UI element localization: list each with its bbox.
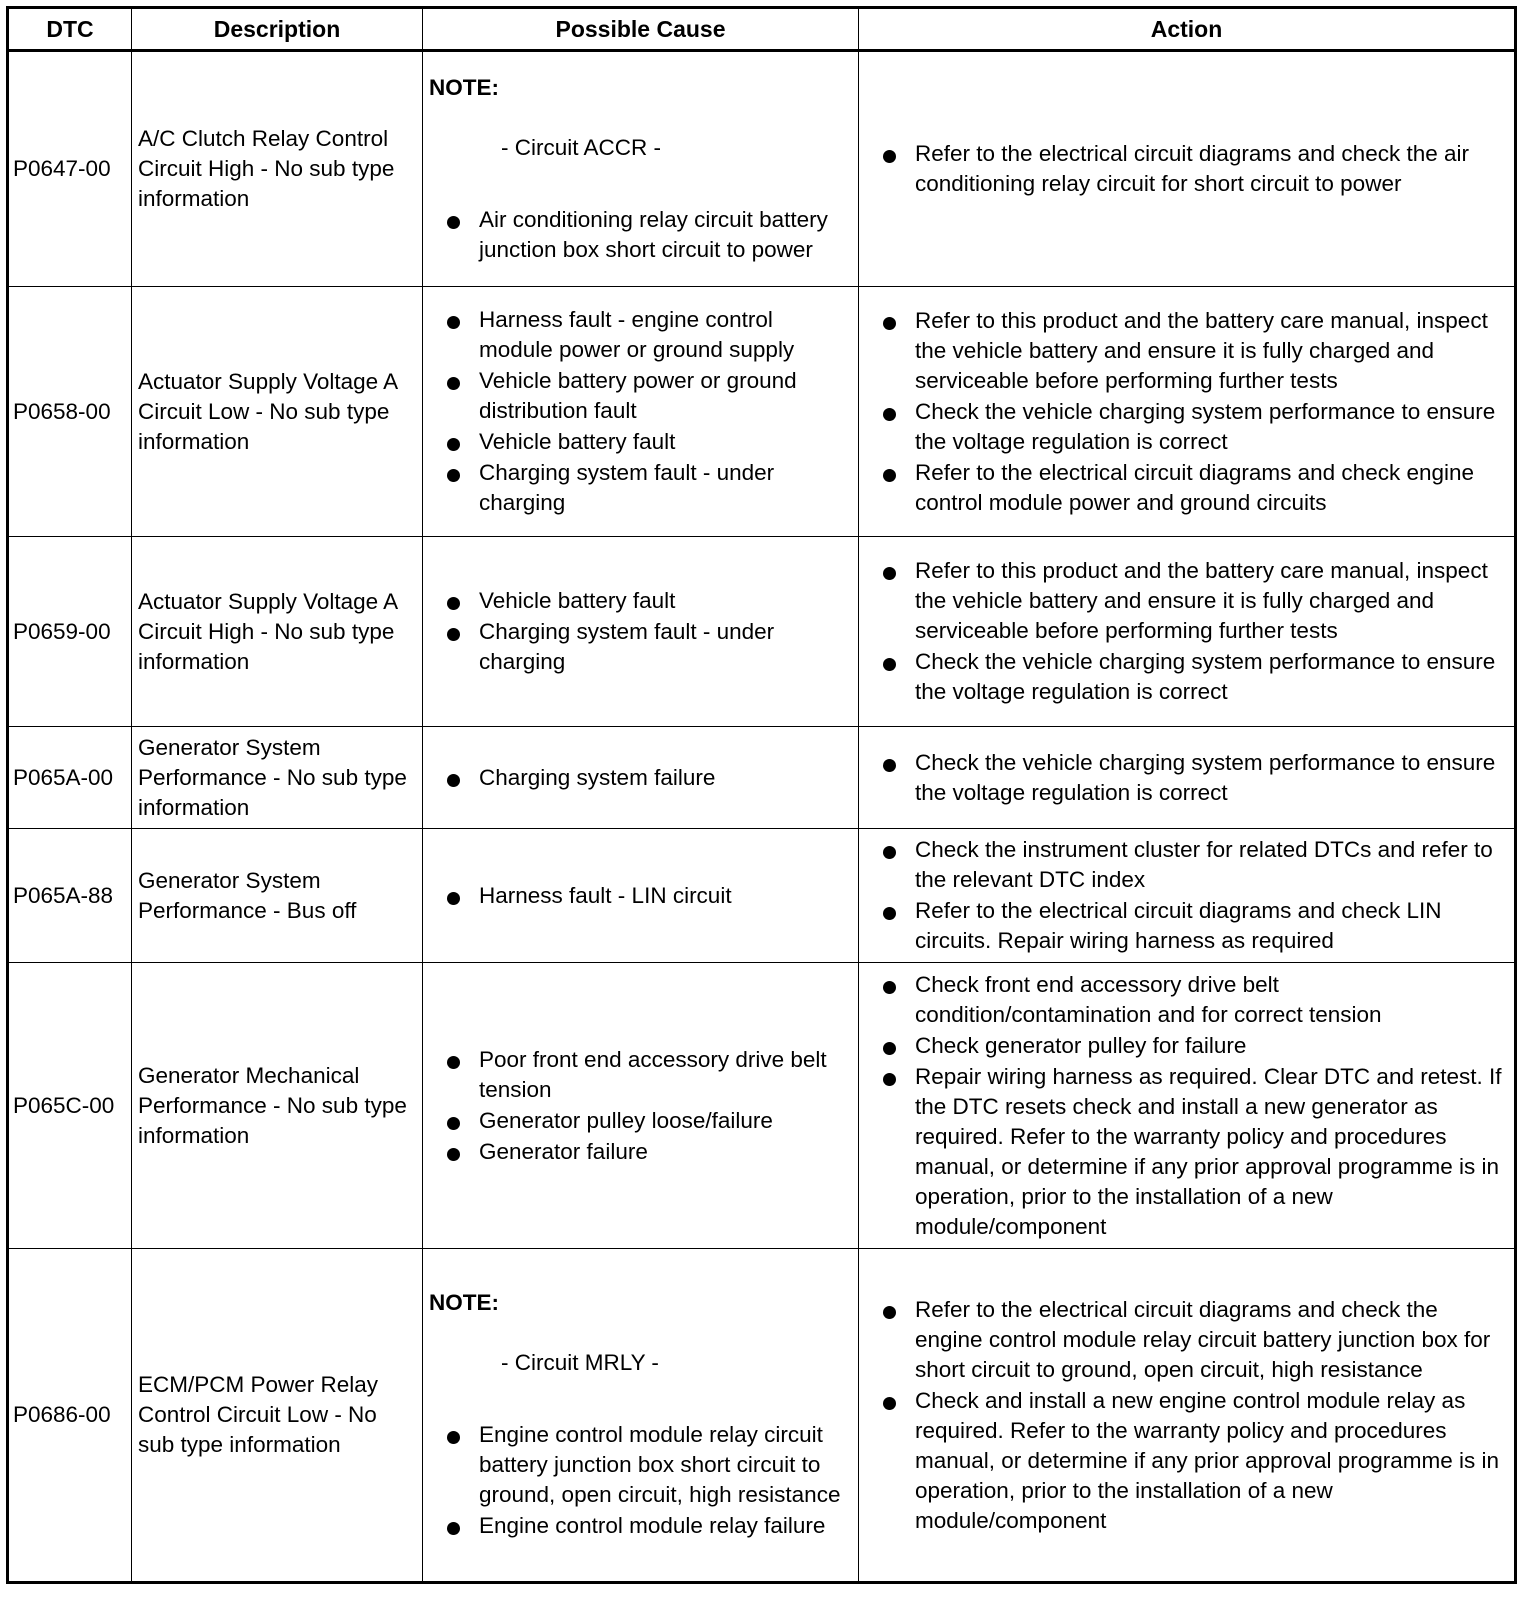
possible-cause-cell [423,727,859,829]
action-item [865,1386,1508,1536]
action-cell [859,51,1516,287]
bullet-icon [447,1056,460,1069]
header-dtc: DTC [8,8,132,51]
bullet-icon [883,658,896,671]
table-row [8,963,1516,1249]
note-circuit: - Circuit MRLY - [501,1350,659,1375]
cause-text: Poor front end accessory drive belt tension [479,1046,827,1102]
table-row [8,51,1516,287]
cause-list [429,1420,852,1541]
action-text: Check the vehicle charging system performance to ensure the voltage regulation is correct [915,649,1496,704]
action-text: Check the instrument cluster for related DTCs and refer to the relevant DTC index [915,837,1493,892]
cause-text: Generator failure [479,1138,648,1164]
action-item [865,1062,1508,1242]
possible-cause-cell [423,963,859,1249]
bullet-icon [883,981,896,994]
bullet-icon [447,438,460,451]
cause-item [429,205,852,265]
note-title: NOTE: [429,74,499,100]
action-item [865,835,1508,895]
action-text: Refer to the electrical circuit diagrams and check engine control module power and ground circuits [915,459,1475,515]
dtc-description: A/C Clutch Relay Control Circuit High - No sub type information [132,51,423,287]
action-item [865,748,1508,808]
action-list [865,139,1508,199]
table-row [8,287,1516,537]
dtc-code: P065A-00 [8,727,132,829]
cause-text: Harness fault - LIN circuit [479,882,732,908]
cause-text: Harness fault - engine control module power or ground supply [479,307,795,362]
dtc-table [6,6,1517,1584]
table-row [8,537,1516,727]
dtc-description: Generator Mechanical Performance - No sub type information [132,963,423,1249]
header-possible-cause: Possible Cause [423,8,859,51]
possible-cause-cell [423,1249,859,1583]
action-text: Refer to the electrical circuit diagrams and check LIN circuits. Repair wiring harness as required [915,898,1442,953]
dtc-description: Actuator Supply Voltage A Circuit High - No sub type information [132,537,423,727]
bullet-icon [883,907,896,920]
action-list [865,1295,1508,1536]
possible-cause-cell [423,287,859,537]
dtc-description: Generator System Performance - Bus off [132,829,423,963]
action-list [865,748,1508,808]
bullet-icon [883,317,896,330]
action-cell [859,287,1516,537]
bullet-icon [883,408,896,421]
action-cell [859,829,1516,963]
dtc-description: Actuator Supply Voltage A Circuit Low - No sub type information [132,287,423,537]
bullet-icon [447,1148,460,1161]
cause-text: Generator pulley loose/failure [479,1107,773,1133]
action-item [865,896,1508,956]
header-action: Action [859,8,1516,51]
action-item [865,1031,1508,1061]
action-text: Check front end accessory drive belt condition/contamination and for correct tension [915,971,1382,1027]
table-row [8,1249,1516,1583]
dtc-description: ECM/PCM Power Relay Control Circuit Low - No sub type information [132,1249,423,1583]
bullet-icon [883,469,896,482]
cause-item [429,1420,852,1510]
cause-text: Engine control module relay failure [479,1513,826,1538]
action-item [865,458,1508,518]
bullet-icon [883,1042,896,1055]
dtc-code: P0647-00 [8,51,132,287]
action-list [865,835,1508,956]
note-title: NOTE: [429,1290,499,1315]
action-text: Check the vehicle charging system performance to ensure the voltage regulation is correct [915,398,1496,454]
table-row [8,727,1516,829]
cause-item [429,617,852,677]
action-item [865,306,1508,396]
action-item [865,1295,1508,1385]
cause-text: Vehicle battery power or ground distribution fault [479,368,797,423]
note-circuit: - Circuit ACCR - [501,134,662,160]
cause-list [429,586,852,677]
bullet-icon [447,377,460,390]
bullet-icon [447,1431,460,1444]
bullet-icon [447,469,460,482]
action-cell [859,537,1516,727]
bullet-icon [447,1522,460,1535]
possible-cause-cell [423,829,859,963]
action-text: Refer to this product and the battery care manual, inspect the vehicle battery and ensure it is fully charged and serviceable before performing further tests [915,558,1488,643]
bullet-icon [883,759,896,772]
action-text: Refer to the electrical circuit diagrams and check the air conditioning relay circuit for short circuit to power [915,141,1469,196]
cause-item [429,1137,852,1167]
action-list [865,556,1508,707]
possible-cause-cell [423,51,859,287]
cause-text: Vehicle battery fault [479,429,676,454]
bullet-icon [447,1117,460,1130]
bullet-icon [883,1073,896,1086]
action-list [865,970,1508,1242]
action-item [865,397,1508,457]
cause-item [429,763,852,793]
cause-text: Charging system fault - under charging [479,619,775,674]
dtc-code: P0659-00 [8,537,132,727]
cause-list [429,305,852,518]
cause-text: Air conditioning relay circuit battery junction box short circuit to power [479,206,828,262]
action-item [865,556,1508,646]
action-text: Refer to this product and the battery care manual, inspect the vehicle battery and ensure it is fully charged and serviceable before performing further tests [915,307,1488,393]
cause-list [429,881,852,911]
dtc-code: P0686-00 [8,1249,132,1583]
action-item [865,647,1508,707]
cause-list [429,763,852,793]
action-cell [859,963,1516,1249]
cause-item [429,305,852,365]
action-item [865,139,1508,199]
dtc-code: P065C-00 [8,963,132,1249]
cause-text: Charging system fault - under charging [479,460,775,515]
cause-item [429,366,852,426]
cause-item [429,586,852,616]
bullet-icon [447,892,460,905]
bullet-icon [883,1306,896,1319]
action-list [865,306,1508,518]
possible-cause-cell [423,537,859,727]
cause-text: Charging system failure [479,764,716,790]
cause-item [429,881,852,911]
cause-item [429,1045,852,1105]
action-cell [859,727,1516,829]
action-text: Repair wiring harness as required. Clear DTC and retest. If the DTC resets check and install a new generator as required. Refer to the warranty policy and procedures manual, or determine if any prior approval programme is in operation, prior to the installation of a new module/component [915,1063,1502,1239]
action-text: Refer to the electrical circuit diagrams and check the engine control module relay circuit battery junction box for short circuit to ground, open circuit, high resistance [915,1296,1491,1382]
bullet-icon [447,216,460,229]
cause-list [429,205,852,265]
dtc-description: Generator System Performance - No sub type information [132,727,423,829]
cause-text: Engine control module relay circuit battery junction box short circuit to ground, open circuit, high resistance [479,1422,841,1507]
table-row [8,829,1516,963]
bullet-icon [883,846,896,859]
bullet-icon [447,597,460,610]
cause-item [429,427,852,457]
header-row [8,8,1516,51]
bullet-icon [447,316,460,329]
dtc-code: P065A-88 [8,829,132,963]
cause-item [429,458,852,518]
cause-item [429,1106,852,1136]
cause-list [429,1045,852,1167]
dtc-code: P0658-00 [8,287,132,537]
action-cell [859,1249,1516,1583]
bullet-icon [883,1397,896,1410]
action-text: Check generator pulley for failure [915,1032,1247,1058]
cause-item [429,1511,852,1541]
bullet-icon [883,567,896,580]
header-description: Description [132,8,423,51]
action-item [865,970,1508,1030]
cause-text: Vehicle battery fault [479,588,676,613]
bullet-icon [883,150,896,163]
action-text: Check and install a new engine control module relay as required. Refer to the warranty policy and procedures manual, or determine if any prior approval programme is in operation, prior to the installation of a new module/component [915,1387,1500,1533]
bullet-icon [447,628,460,641]
bullet-icon [447,774,460,787]
action-text: Check the vehicle charging system performance to ensure the voltage regulation is correct [915,749,1496,805]
